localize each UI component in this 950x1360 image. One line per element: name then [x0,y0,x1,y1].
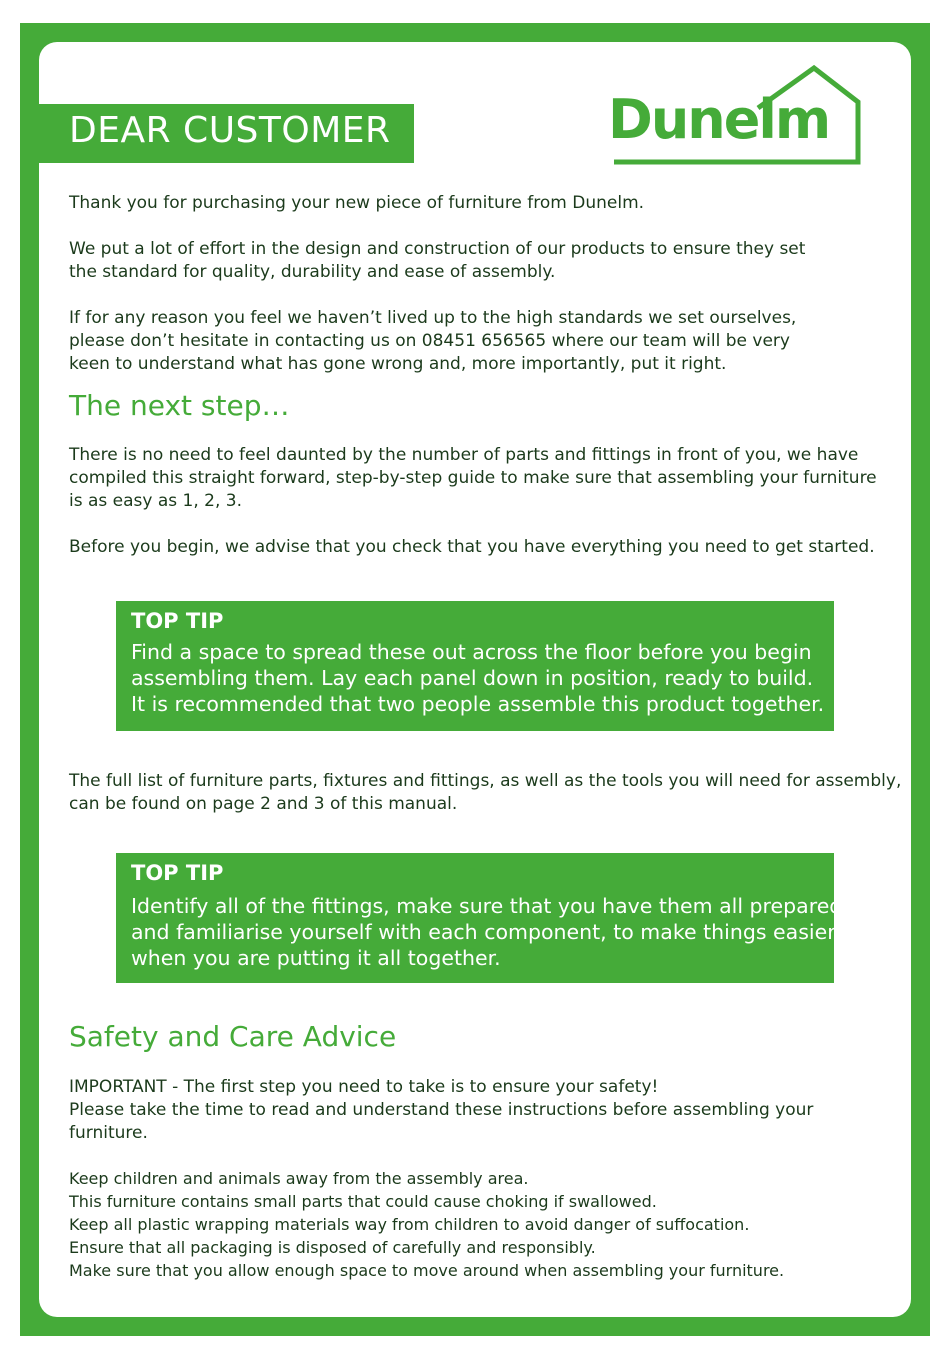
title-bar [39,104,414,163]
logo-wordmark: Dunelm [608,88,830,151]
top-tip-box-2 [116,853,843,983]
safety-list-item: Keep children and animals away from the assembly area. [69,1169,529,1188]
top-tip-text: Find a space to spread these out across the floor before you begin assembling them. Lay each panel down in position, ready to build. It is recommended that two people assemble this product together. [131,640,825,716]
dunelm-logo [600,62,866,174]
intro-paragraph-3: If for any reason you feel we haven’t lived up to the high standards we set ourselves, please don’t hesitate in contacting us on 08451 656565 where our team will be very keen to understand what has gone wrong and, more importantly, put it right. [69,308,797,374]
safety-list [69,1167,889,1282]
safety-list-item: Ensure that all packaging is disposed of carefully and responsibly. [69,1238,596,1257]
safety-list-item: Keep all plastic wrapping materials way from children to avoid danger of suffocation. [69,1215,750,1234]
top-tip-label: TOP TIP [131,861,224,885]
top-tip-label: TOP TIP [131,609,224,633]
next-step-heading: The next step… [69,389,290,422]
intro-paragraph-2: We put a lot of effort in the design and construction of our products to ensure they set the standard for quality, durability and ease of assembly. [69,239,806,282]
safety-important-paragraph: IMPORTANT - The first step you need to take is to ensure your safety! Please take the time to read and understand these instructions before assembling your furniture. [69,1077,814,1143]
top-tip-box-1 [116,601,834,731]
next-step-paragraph-1: There is no need to feel daunted by the number of parts and fittings in front of you, we have compiled this straight forward, step-by-step guide to make sure that assembling your furniture is as easy as 1, 2, 3. [69,445,877,511]
safety-list-item: Make sure that you allow enough space to move around when assembling your furniture. [69,1261,785,1280]
safety-heading: Safety and Care Advice [69,1020,397,1053]
next-step-paragraph-2: Before you begin, we advise that you check that you have everything you need to get started. [69,537,875,557]
intro-paragraph-1: Thank you for purchasing your new piece of furniture from Dunelm. [69,193,645,213]
page-title: DEAR CUSTOMER [69,110,391,151]
top-tip-text: Identify all of the fittings, make sure that you have them all prepared and familiarise yourself with each component, to make things easier when you are putting it all together. [131,894,843,970]
safety-list-item: This furniture contains small parts that could cause choking if swallowed. [69,1192,657,1211]
parts-note-paragraph: The full list of furniture parts, fixtures and fittings, as well as the tools you will need for assembly, can be found on page 2 and 3 of this manual. [69,771,902,814]
